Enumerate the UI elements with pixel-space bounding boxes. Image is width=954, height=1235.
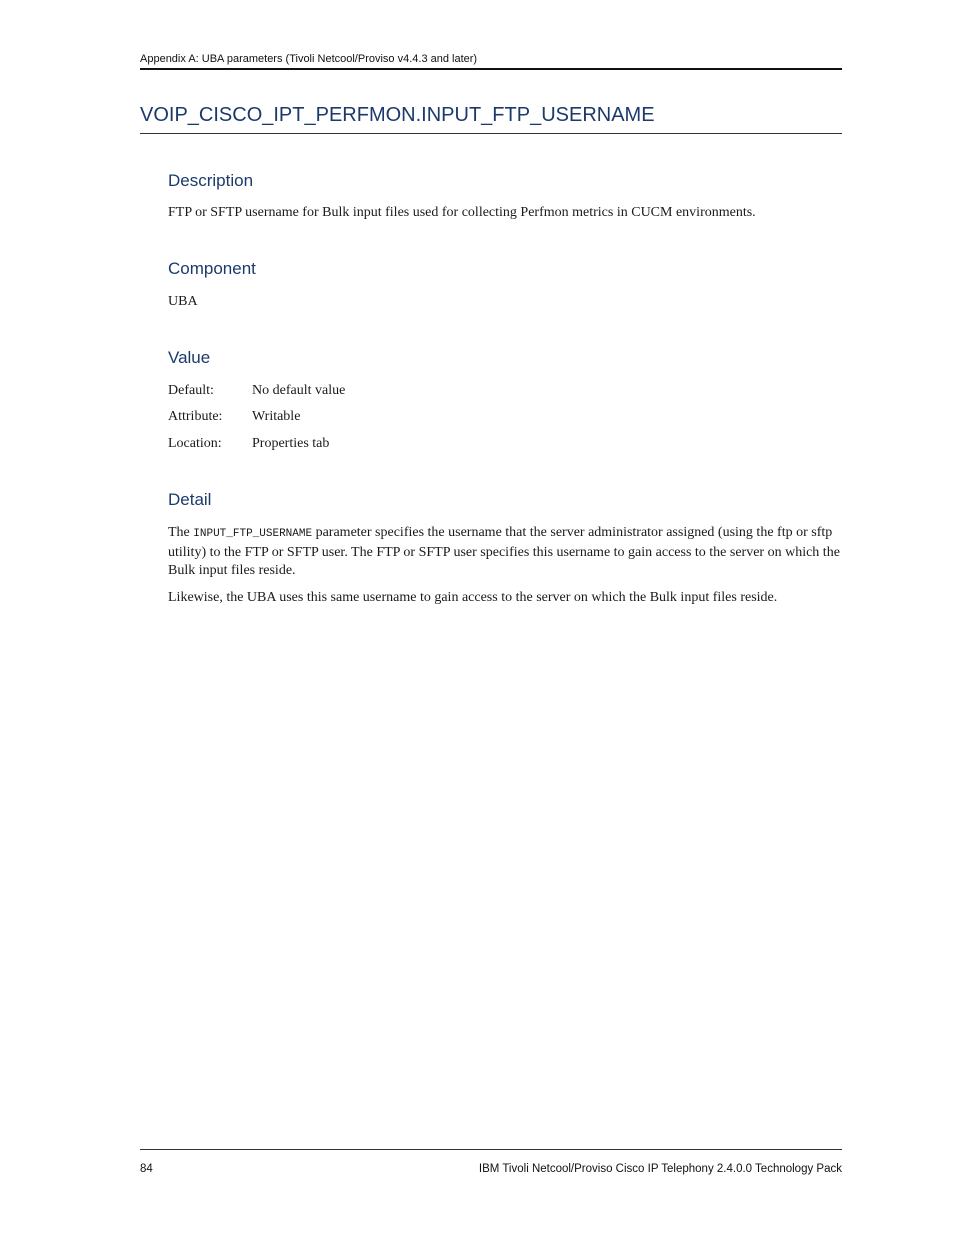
footer-doc-title: IBM Tivoli Netcool/Proviso Cisco IP Telephony 2.4.0.0 Technology Pack xyxy=(478,1163,842,1175)
value-key: Attribute: xyxy=(168,409,223,424)
component-text: UBA xyxy=(168,294,198,309)
value-key: Location: xyxy=(168,436,222,451)
value-val: Writable xyxy=(252,409,301,424)
value-val: No default value xyxy=(252,383,346,398)
detail-suffix: parameter specifies the username that the server administrator assigned (using the ftp or sftp utility) to the FTP or SFTP user. The FTP or SFTP user specifies this username to gain access to the server on which the Bulk input files reside. xyxy=(168,525,840,578)
description-text: FTP or SFTP username for Bulk input files used for collecting Perfmon metrics in CUCM environments. xyxy=(168,205,756,220)
detail-heading: Detail xyxy=(168,490,212,509)
footer-divider xyxy=(140,1149,842,1150)
detail-prefix: The xyxy=(168,525,194,540)
title-divider xyxy=(140,133,842,134)
value-val: Properties tab xyxy=(252,436,330,451)
page-number: 84 xyxy=(140,1163,153,1175)
description-heading: Description xyxy=(168,171,254,190)
detail-paragraph-2: Likewise, the UBA uses this same username to gain access to the server on which the Bulk input files reside. xyxy=(168,590,778,605)
component-heading: Component xyxy=(168,259,256,278)
header-divider xyxy=(140,68,842,70)
parameter-code: INPUT_FTP_USERNAME xyxy=(193,528,313,540)
page-title: VOIP_CISCO_IPT_PERFMON.INPUT_FTP_USERNAME xyxy=(140,104,655,126)
detail-paragraph-1 xyxy=(168,524,840,581)
value-heading: Value xyxy=(168,348,211,367)
running-header: Appendix A: UBA parameters (Tivoli Netcool/Proviso v4.4.3 and later) xyxy=(140,53,478,65)
value-key: Default: xyxy=(168,383,214,398)
